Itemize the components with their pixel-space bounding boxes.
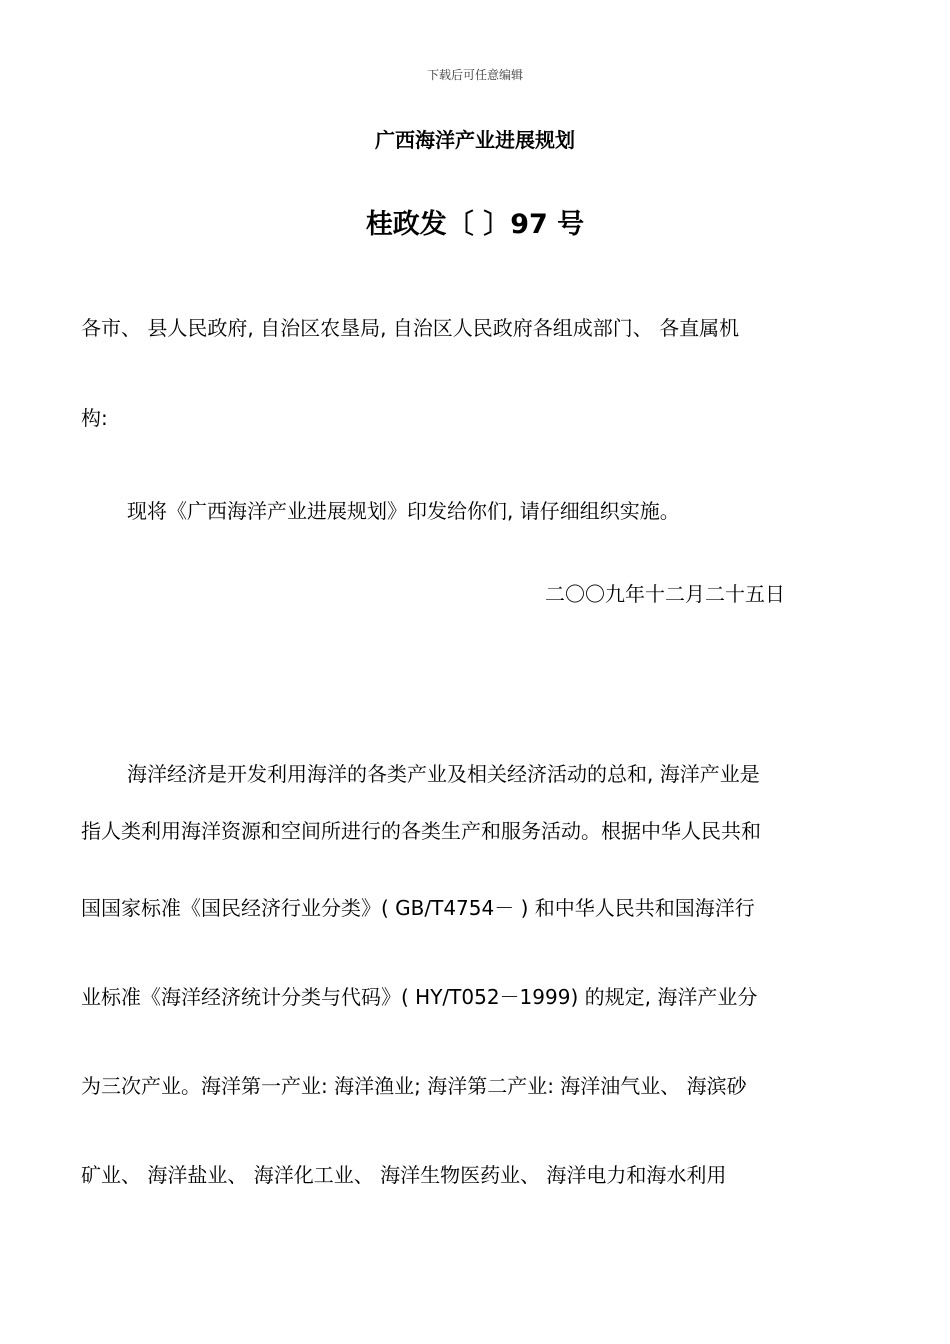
body-line: 指人类利用海洋资源和空间所进行的各类生产和服务活动。根据中华人民共和: [81, 819, 761, 843]
header-note: 下载后可任意编辑: [426, 68, 523, 82]
body-line: 海洋经济是开发利用海洋的各类产业及相关经济活动的总和, 海洋产业是: [127, 762, 760, 786]
body-line: 国国家标准《国民经济行业分类》( GB/T4754－ ) 和中华人民共和国海洋行: [81, 896, 755, 920]
addressee-line: 各市、 县人民政府, 自治区农垦局, 自治区人民政府各组成部门、 各直属机: [81, 316, 740, 340]
document-title: 广西海洋产业进展规划: [375, 128, 575, 152]
body-line: 业标准《海洋经济统计分类与代码》( HY/T052－1999) 的规定, 海洋产业分: [81, 985, 758, 1009]
notice-paragraph: 现将《广西海洋产业进展规划》印发给你们, 请仔细组织实施。: [127, 499, 680, 523]
issue-date: 二〇〇九年十二月二十五日: [545, 582, 785, 606]
body-line: 矿业、 海洋盐业、 海洋化工业、 海洋生物医药业、 海洋电力和海水利用: [81, 1163, 727, 1187]
document-number: 桂政发〔 〕97 号: [365, 209, 585, 240]
body-line: 为三次产业。海洋第一产业: 海洋渔业; 海洋第二产业: 海洋油气业、 海滨砂: [81, 1074, 747, 1098]
addressee-line: 构:: [81, 406, 108, 430]
